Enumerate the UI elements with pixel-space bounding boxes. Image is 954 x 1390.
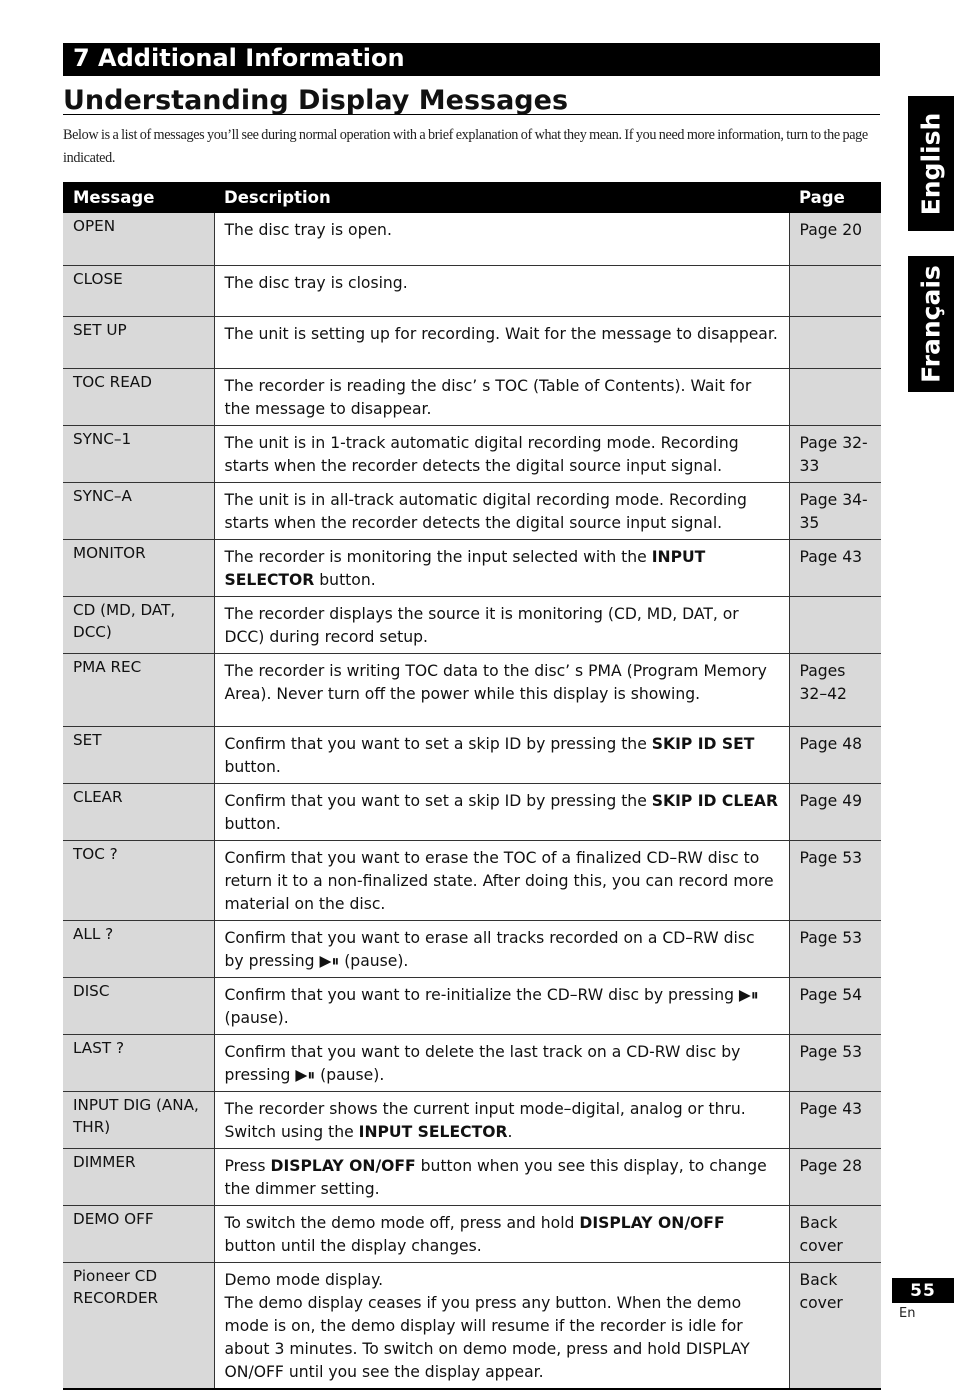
header-message: Message <box>63 182 214 213</box>
description-text: button. <box>314 570 376 589</box>
description-cell <box>214 539 789 596</box>
page-ref-cell <box>789 265 881 316</box>
table-row <box>63 213 881 265</box>
message-cell: CD (MD, DAT, DCC) <box>63 596 214 653</box>
table-row <box>63 1034 881 1091</box>
description-text: button. <box>224 757 281 776</box>
tab-francais[interactable] <box>908 256 954 392</box>
message-cell: CLOSE <box>63 265 214 316</box>
description-text: button. <box>224 814 281 833</box>
description-text: The recorder displays the source it is monitoring (CD, MD, DAT, or DCC) during record setup. <box>224 604 739 646</box>
page-ref-cell: Page 43 <box>789 1091 881 1148</box>
page-ref-cell <box>789 368 881 425</box>
description-text: The disc tray is closing. <box>224 273 408 292</box>
description-cell <box>214 213 789 265</box>
table-row <box>63 482 881 539</box>
message-cell: DISC <box>63 977 214 1034</box>
description-text: To switch the demo mode off, press and hold <box>224 1213 580 1232</box>
description-cell <box>214 783 789 840</box>
table-row <box>63 1262 881 1389</box>
header-page: Page <box>789 182 881 213</box>
table-row <box>63 368 881 425</box>
intro-paragraph: Below is a list of messages you’ll see during normal operation with a brief explanation of what they mean. If you need more information, turn to the page indicated. <box>63 127 868 166</box>
page-ref-cell: Page 53 <box>789 1034 881 1091</box>
page-ref-cell: Page 32-33 <box>789 425 881 482</box>
table-row <box>63 1091 881 1148</box>
description-text: The recorder is reading the disc’ s TOC (Table of Contents). Wait for the message to disappear. <box>224 376 752 418</box>
table-row <box>63 596 881 653</box>
description-cell <box>214 368 789 425</box>
message-cell: TOC READ <box>63 368 214 425</box>
table-row <box>63 1205 881 1262</box>
description-bold-text: INPUT SELECTOR <box>224 547 706 589</box>
section-title: 7 Additional Information <box>73 44 405 72</box>
table-row <box>63 726 881 783</box>
page-ref-cell <box>789 596 881 653</box>
page-ref-cell: Page 28 <box>789 1148 881 1205</box>
description-bold-text: INPUT SELECTOR <box>358 1122 508 1141</box>
description-cell <box>214 977 789 1034</box>
message-cell: DIMMER <box>63 1148 214 1205</box>
description-text: The disc tray is open. <box>224 221 392 239</box>
header-description: Description <box>214 182 789 213</box>
tab-english[interactable] <box>908 96 954 231</box>
table-row <box>63 316 881 368</box>
description-text: The unit is setting up for recording. Wait for the message to disappear. <box>224 324 778 343</box>
display-messages-table <box>63 182 881 1390</box>
language-code: En <box>899 1306 916 1321</box>
description-cell <box>214 726 789 783</box>
description-text: Confirm that you want to erase all tracks recorded on a CD–RW disc by pressing ▶⏸ (pause). <box>224 928 755 970</box>
description-bold-text: DISPLAY ON/OFF <box>270 1156 416 1175</box>
page-ref-cell: Page 53 <box>789 920 881 977</box>
tab-francais-label: Français <box>916 265 946 383</box>
table-row <box>63 653 881 726</box>
table-header-row <box>63 182 881 213</box>
description-cell <box>214 482 789 539</box>
description-cell <box>214 316 789 368</box>
description-cell <box>214 1262 789 1389</box>
description-text: Confirm that you want to delete the last track on a CD-RW disc by pressing ▶⏸ (pause). <box>224 1042 741 1084</box>
page-ref-cell: Page 54 <box>789 977 881 1034</box>
message-cell: Pioneer CD RECORDER <box>63 1262 214 1389</box>
description-cell <box>214 920 789 977</box>
table-row <box>63 920 881 977</box>
page-ref-cell: Page 34-35 <box>789 482 881 539</box>
description-text: button until the display changes. <box>224 1236 482 1255</box>
description-text: The recorder shows the current input mode–digital, analog or thru. Switch using the <box>224 1099 746 1141</box>
page-ref-cell: Page 53 <box>789 840 881 920</box>
page-ref-cell: Pages 32–42 <box>789 653 881 726</box>
description-cell <box>214 653 789 726</box>
page-ref-cell: Back cover <box>789 1205 881 1262</box>
table-row <box>63 425 881 482</box>
table-row <box>63 783 881 840</box>
description-text: Confirm that you want to erase the TOC of a finalized CD–RW disc to return it to a non-finalized state. After doing this, you can record more material on the disc. <box>224 848 774 913</box>
description-text: button when you see this display, to change the dimmer setting. <box>224 1156 767 1198</box>
message-cell: OPEN <box>63 213 214 265</box>
table-row <box>63 977 881 1034</box>
description-bold-text: SKIP ID CLEAR <box>651 791 779 810</box>
page-title: Understanding Display Messages <box>63 82 880 115</box>
message-cell: PMA REC <box>63 653 214 726</box>
message-cell: DEMO OFF <box>63 1205 214 1262</box>
description-cell <box>214 425 789 482</box>
description-text: Confirm that you want to re-initialize the CD–RW disc by pressing ▶⏸ (pause). <box>224 985 759 1027</box>
message-cell: CLEAR <box>63 783 214 840</box>
table-row <box>63 1148 881 1205</box>
message-cell: SET <box>63 726 214 783</box>
description-bold-text: SKIP ID SET <box>651 734 755 753</box>
description-text: The recorder is monitoring the input selected with the <box>224 547 652 566</box>
description-cell <box>214 265 789 316</box>
description-text: Press <box>224 1156 271 1175</box>
description-text: Confirm that you want to set a skip ID by pressing the <box>224 791 652 810</box>
description-bold-text: DISPLAY ON/OFF <box>579 1213 725 1232</box>
description-text: Demo mode display. <box>224 1270 384 1289</box>
description-cell <box>214 1205 789 1262</box>
page-number: 55 <box>892 1278 954 1303</box>
description-text: The unit is in 1-track automatic digital recording mode. Recording starts when the recorder detects the digital source input signal. <box>224 433 739 475</box>
message-cell: SET UP <box>63 316 214 368</box>
description-text: . <box>507 1122 513 1141</box>
page-ref-cell: Page 20 <box>789 213 881 265</box>
message-cell: INPUT DIG (ANA, THR) <box>63 1091 214 1148</box>
page-ref-cell <box>789 316 881 368</box>
message-cell: MONITOR <box>63 539 214 596</box>
message-cell: LAST ? <box>63 1034 214 1091</box>
description-text: Confirm that you want to set a skip ID by pressing the <box>224 734 652 753</box>
page-ref-cell: Back cover <box>789 1262 881 1389</box>
table-row <box>63 265 881 316</box>
page-ref-cell: Page 43 <box>789 539 881 596</box>
table-row <box>63 539 881 596</box>
description-text: The recorder is writing TOC data to the disc’ s PMA (Program Memory Area). Never turn off the power while this display is showing. <box>224 661 767 703</box>
description-text: The demo display ceases if you press any button. When the demo mode is on, the demo display will resume if the recorder is idle for about 3 minutes. To switch on demo mode, press and hold DISPLAY ON/OFF until you see the display appear. <box>224 1293 750 1381</box>
tab-english-label: English <box>916 112 946 215</box>
description-cell <box>214 596 789 653</box>
description-text: The unit is in all-track automatic digital recording mode. Recording starts when the recorder detects the digital source input signal. <box>224 490 747 532</box>
table-row <box>63 840 881 920</box>
description-cell <box>214 1091 789 1148</box>
message-cell: SYNC–1 <box>63 425 214 482</box>
page-ref-cell: Page 48 <box>789 726 881 783</box>
page-ref-cell: Page 49 <box>789 783 881 840</box>
message-cell: ALL ? <box>63 920 214 977</box>
table-body <box>63 213 881 1389</box>
message-cell: SYNC–A <box>63 482 214 539</box>
description-cell <box>214 840 789 920</box>
description-cell <box>214 1034 789 1091</box>
message-cell: TOC ? <box>63 840 214 920</box>
description-cell <box>214 1148 789 1205</box>
section-header <box>63 43 880 76</box>
